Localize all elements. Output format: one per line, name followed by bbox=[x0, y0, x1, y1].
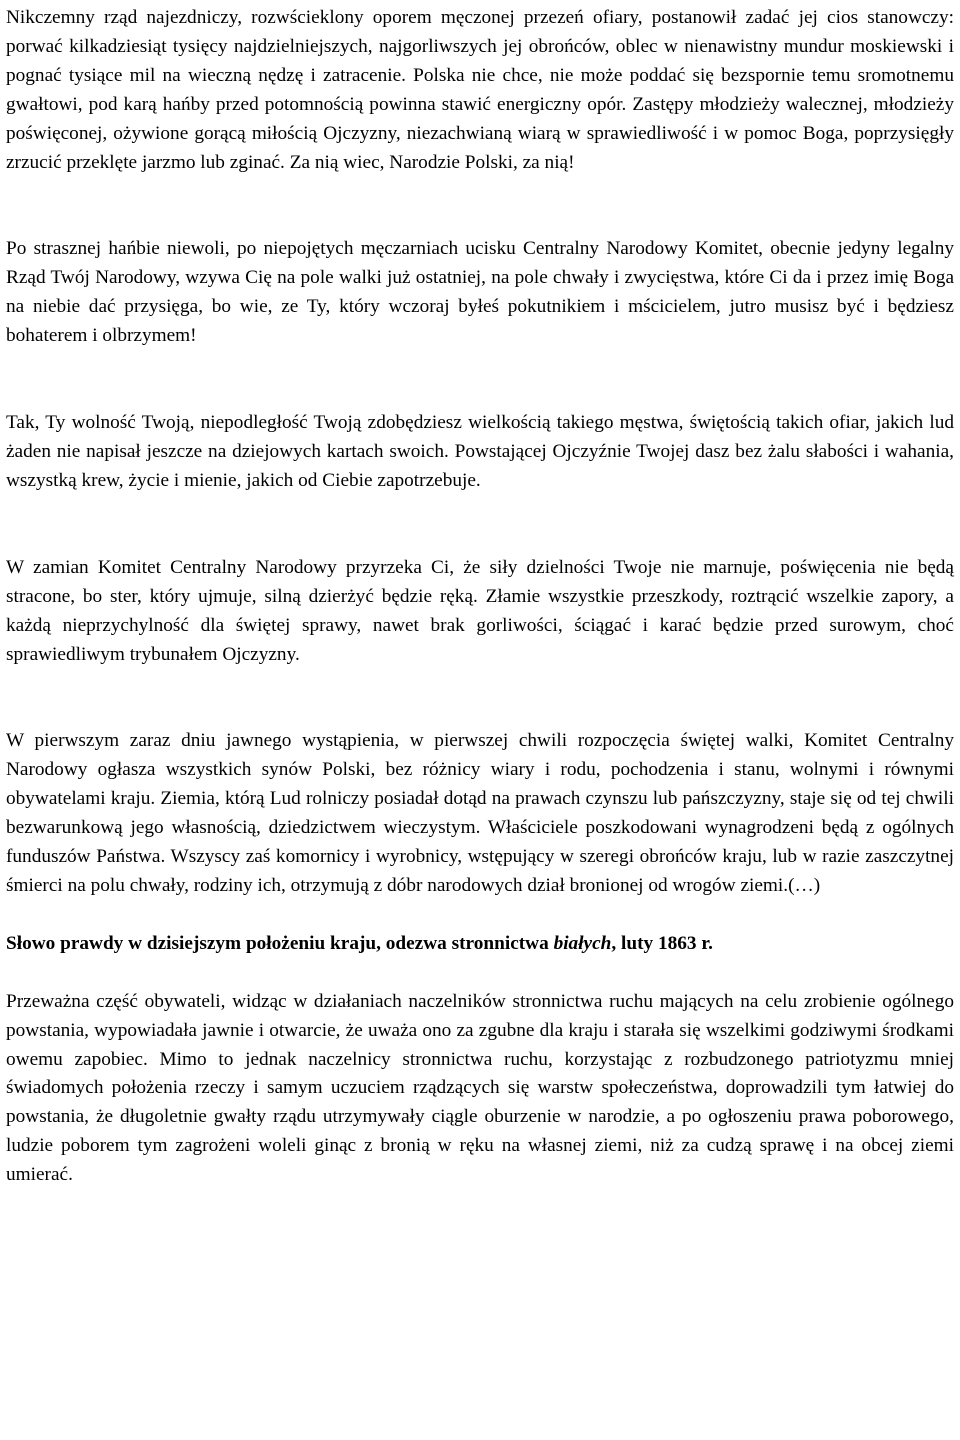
section-title-part-1: Słowo prawdy w dzisiejszym położeniu kraju, odezwa stronnictwa bbox=[6, 932, 554, 954]
paragraph-1: Nikczemny rząd najezdniczy, rozwścieklony oporem męczonej przezeń ofiary, postanowił zadać jej cios stanowczy: porwać kilkadziesiąt tysięcy najdzielniejszych, najgorliwszych jej obrońców, oblec w nienawistny mundur moskiewski i pognać tysiące mil na wieczną nędzę i zatracenie. Polska nie chce, nie może poddać się bezspornie temu sromotnemu gwałtowi, pod karą hańby przed potomnością powinna stawić energiczny opór. Zastępy młodzieży walecznej, młodzieży poświęconej, ożywione gorącą miłością Ojczyzny, niezachwianą wiarą w sprawiedliwość i w pomoc Boga, poprzysięgły zrzucić przeklęte jarzmo lub zginać. Za nią wiec, Narodzie Polski, za nią! bbox=[6, 7, 954, 173]
section-title bbox=[6, 930, 954, 959]
paragraph-5: W pierwszym zaraz dniu jawnego wystąpienia, w pierwszej chwili rozpoczęcia świętej walki, Komitet Centralny Narodowy ogłasza wszystkich synów Polski, bez różnicy wiary i rodu, pochodzenia i stanu, wolnymi i równymi obywatelami kraju. Ziemia, którą Lud rolniczy posiadał dotąd na prawach czynszu lub pańszczyzny, staje się od tej chwili bezwarunkową jego własnością, dziedzictwem wieczystym. Właściciele poszkodowani wynagrodzeni będą z ogólnych funduszów Państwa. Wszyscy zaś komornicy i wyrobnicy, wstępujący w szeregi obrońców kraju, lub w razie zaszczytnej śmierci na polu chwały, rodziny ich, otrzymują z dóbr narodowych dział bronionej od wrogów ziemi.(…) bbox=[6, 730, 954, 896]
paragraph-2: Po strasznej hańbie niewoli, po niepojętych męczarniach ucisku Centralny Narodowy Komitet, obecnie jedyny legalny Rząd Twój Narodowy, wzywa Cię na pole walki już ostatniej, na pole chwały i zwycięstwa, które Ci da i przez imię Boga na niebie dać przysięga, bo wie, ze Ty, który wczoraj byłeś pokutnikiem i mścicielem, jutro musisz być i będziesz bohaterem i olbrzymem! bbox=[6, 238, 954, 347]
paragraph-6: Przeważna część obywateli, widząc w działaniach naczelników stronnictwa ruchu mających na celu zrobienie ogólnego powstania, wypowiadała jawnie i otwarcie, że uważa ono za zgubne dla kraju i starała się wszelkimi godziwymi środkami owemu zapobiec. Mimo to jednak naczelnicy stronnictwa ruchu, korzystając z rozbudzonego patriotyzmu mniej świadomych położenia rzeczy i samym uczuciem rządzących się warstw społeczeństwa, doprowadzili tym łatwiej do powstania, że długoletnie gwałty rządu utrzymywały ciągle oburzenie w narodzie, a po ogłoszeniu prawa poborowego, ludzie poborem tym zagrożeni woleli ginąc z bronią w ręku na własnej ziemi, niż za cudzą sprawę i na obcej ziemi umierać. bbox=[6, 990, 954, 1186]
section-title-italic: białych bbox=[553, 932, 612, 954]
section-title-part-2: , luty 1863 r. bbox=[611, 932, 713, 954]
document-page bbox=[6, 4, 954, 1190]
paragraph-3: Tak, Ty wolność Twoją, niepodległość Twoją zdobędziesz wielkością takiego męstwa, świętością takich ofiar, jakich lud żaden nie napisał jeszcze na dziejowych kartach swoich. Powstającej Ojczyźnie Twojej dasz bez żalu słabości i wahania, wszystką krew, życie i mienie, jakich od Ciebie zapotrzebuje. bbox=[6, 412, 954, 491]
paragraph-4: W zamian Komitet Centralny Narodowy przyrzeka Ci, że siły dzielności Twoje nie marnuje, poświęcenia nie będą stracone, bo ster, który ujmuje, silną dzierżyć będzie ręką. Złamie wszystkie przeszkody, roztrącić wszelkie zapory, a każdą nieprzychylność dla świętej sprawy, nawet brak gorliwości, ściągać i karać będzie przed surowym, choć sprawiedliwym trybunałem Ojczyzny. bbox=[6, 556, 954, 665]
